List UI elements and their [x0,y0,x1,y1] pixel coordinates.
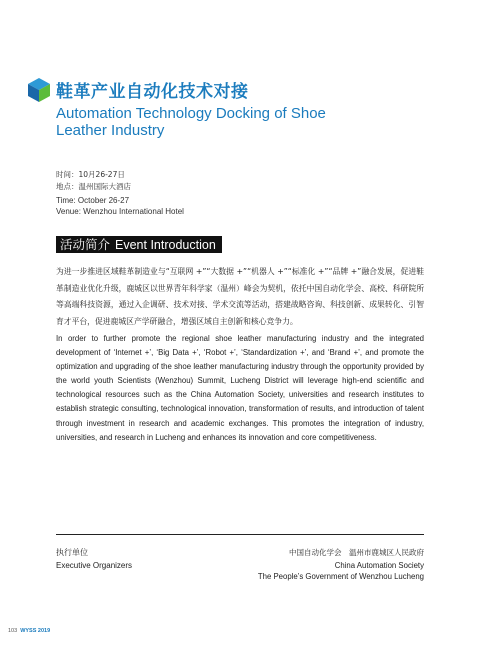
intro-paragraph-zh: 为进一步推进区域鞋革制造业与“互联网 +”“大数据 +”“机器人 +”“标准化 +”“品牌 +”融合发展，促进鞋革制造业优化升级，鹿城区以世界青年科学家（温州）峰会为契机，依托中国自动化学会、高校、科研院所等高端科技资源，通过入企调研、技术对接、学术交流等活动，搭建战略咨询、科技创新、成果转化、引智育才平台，促进鹿城区产学研融合，增强区域自主创新和核心竞争力。 [56,267,424,326]
page-footer [8,628,50,634]
event-time-en: Time: October 26-27 [56,196,130,205]
page-number: 103 [8,628,18,634]
cube-logo-icon [28,78,50,102]
section-heading-en: Event Introduction [115,238,216,252]
footer-brand: WYSS 2019 [20,628,51,634]
organizer-1-en: China Automation Society [334,561,424,570]
organizers-list-zh: 中国自动化学会 温州市鹿城区人民政府 [289,548,424,557]
page-title-zh: 鞋革产业自动化技术对接 [56,82,249,102]
event-venue-zh: 地点：温州国际大酒店 [56,182,131,191]
event-time-zh: 时间：10月26-27日 [56,170,125,179]
organizers-label-en: Executive Organizers [56,561,133,570]
organizers-label-zh: 执行单位 [56,548,88,557]
intro-paragraph-en: In order to further promote the regional shoe leather manufacturing industry and the integrated development of ‘Internet +’, ‘Big Data +’, ‘Robot +’, ‘Standardization +’, and ‘Brand +’, and promote the optimization and upgrading of the shoe leather manufacturing industry through the opportunity provided by the world youth Scientists (Wenzhou) Summit, Lucheng District will leverage high-end scientific and technological resources such as the China Automation Society, universities and research institutes to establish strategic consulting, technological innovation, transformation of results, and introduction of talent through investment in research and academic exchanges. This promotes the integration of industry, universities, and research in Lucheng and enhances its innovation and core competitiveness. [56,334,424,442]
organizer-2-en: The People’s Government of Wenzhou Lucheng [257,572,424,581]
event-venue-en: Venue: Wenzhou International Hotel [56,207,184,216]
section-heading [56,236,222,253]
divider [56,534,424,535]
page-title-en: Automation Technology Docking of Shoe Leather Industry [56,105,326,139]
section-heading-zh: 活动简介 [60,237,111,252]
